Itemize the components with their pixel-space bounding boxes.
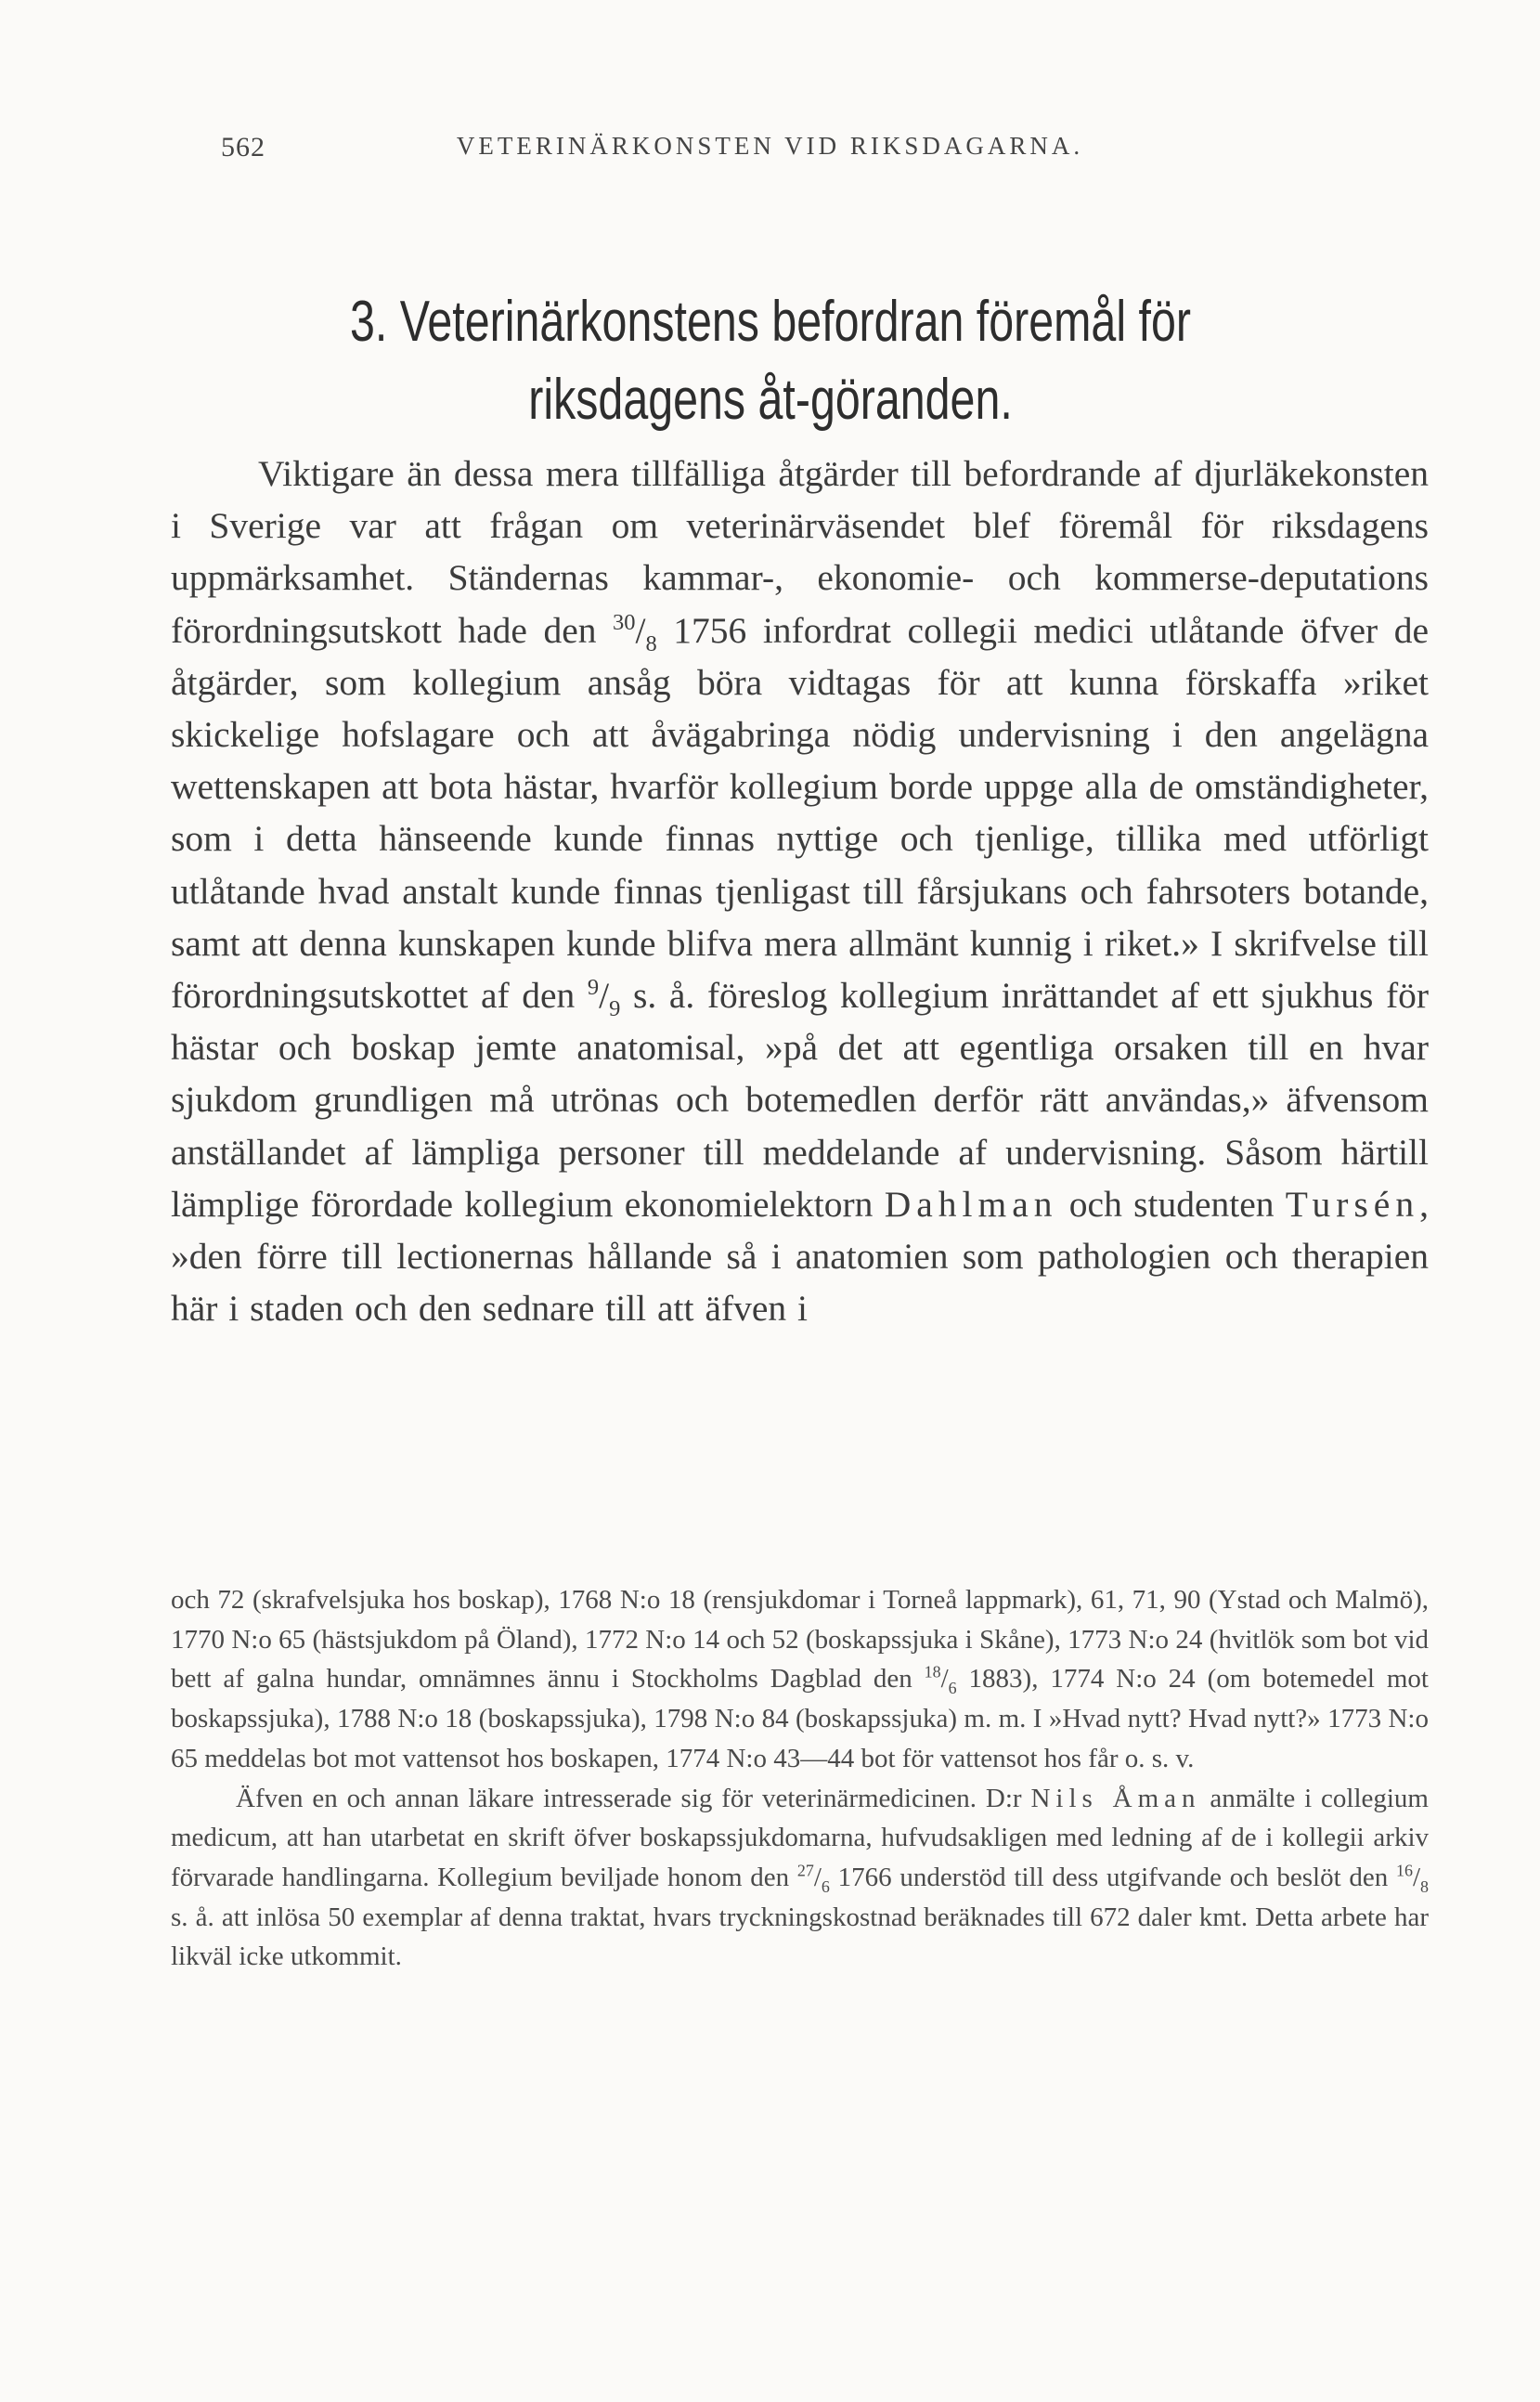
page-number: 562 [221,132,265,162]
footnotes [171,1580,1429,1977]
date-month: 6 [948,1679,957,1698]
date-day: 18 [924,1662,941,1681]
text-run: och 72 (skrafvelsjuka hos boskap), 1768 N:o 18 (rensjukdomar i Torneå lappmark), 61, 71, 90 (Ystad och Malmö), 1770 N:o 65 (hästsjukdom på Öland), 1772 N:o 14 och 52 (boskapssjuka i Skåne), 1773 N:o 24 (hvitlök som bot vid bett af galna hundar, omnämnes ännu i Stockholms Dagblad den [171,1585,1429,1694]
person-name: Dahlman [884,1183,1058,1225]
date-month: 9 [609,995,621,1021]
text-run: Viktigare än dessa mera tillfälliga åtgärder till befordrande af djurläkekonsten i Sverige var att frågan om veterinärväsendet blef föremål för riksdagens uppmärksamhet. Ständernas kammar-, ekonomie- och kommerse-deputations förordningsutskott hade den [171,453,1429,651]
text-run: Äfven en och annan läkare intresserade sig för veterinärmedicinen. D:r [236,1783,1031,1813]
main-text [171,448,1429,1334]
footnote-continuation: och 72 (skrafvelsjuka hos boskap), 1768 N:o 18 (rensjukdomar i Torneå lappmark), 61, 71, 90 (Ystad och Malmö), 1770 N:o 65 (hästsjukdom på Öland), 1772 N:o 14 och 52 (boskapssjuka i Skåne), 1773 N:o 24 (hvitlök som bot vid bett af galna hundar, omnämnes ännu i Stockholms Dagblad den $^{18}/_6$ 1883), 1774 N:o 24 (om botemedel mot boskapssjuka), 1788 N:o 18 (boskapssjuka), 1798 N:o 84 (boskapssjuka) m. m. I »Hvad nytt? Hvad nytt?» 1773 N:o 65 meddelas bot mot vattensot hos boskapen, 1774 N:o 43—44 bot för vattensot hos får o. s. v. [171,1585,1429,1773]
person-name: Tursén [1285,1183,1420,1225]
person-name: Nils Åman [1030,1783,1201,1813]
date-day: 9 [587,974,600,1000]
text-run: anmälte i collegium medicum, att han utarbetat en skrift öfver boskapssjukdomarna, hufvudsakligen med ledning af de i kollegii arkiv förvarade handlingarna. Kollegium beviljade honom den [171,1783,1429,1892]
date-month: 6 [821,1876,830,1896]
section-title: 3. Veterinärkonstens befordran föremål för riksdagens åt-göranden. [350,290,1191,432]
text-run: 1756 infordrat collegii medici utlåtande öfver de åtgärder, som kollegium ansåg böra vidtagas för att kunna förskaffa »riket skickelige hofslagare och att åvägabringa nödig undervisning i den angelägna wettenskapen att bota hästar, hvarför kollegium borde uppge alla de omständigheter, som i detta hänseende kunde finnas nyttige och tjenlige, tillika med utförligt utlåtande hvad anstalt kunde finnas tjenligast till fårsjukans och fahrsoters botande, samt att denna kunskapen kunde blifva mera allmänt kunnig i riket.» I skrifvelse till förordningsutskottet af den [171,609,1430,1017]
body-paragraph: Viktigare än dessa mera tillfälliga åtgärder till befordrande af djurläkekonsten i Sverige var att frågan om veterinärväsendet blef föremål för riksdagens uppmärksamhet. Ständernas kammar-, ekonomie- och kommerse-deputations förordningsutskott hade den $^{30}/_8$ 1756 infordrat collegii medici utlåtande öfver de åtgärder, som kollegium ansåg böra vidtagas för att kunna förskaffa »riket skickelige hofslagare och att åvägabringa nödig undervisning i den angelägna wettenskapen att bota hästar, hvarför kollegium borde uppge alla de omständigheter, som i detta hänseende kunde finnas nyttige och tjenlige, tillika med utförligt utlåtande hvad anstalt kunde finnas tjenligast till fårsjukans och fahrsoters botande, samt att denna kunskapen kunde blifva mera allmänt kunnig i riket.» I skrifvelse till förordningsutskottet af den $^9/_9$ s. å. föreslog kollegium inrättandet af ett sjukhus för hästar och boskap jemte anatomisal, »på det att egentliga orsaken till en hvar sjukdom grundligen må utrönas och botemedlen derför rätt användas,» äfvensom anställandet af lämpliga personer till meddelande af undervisning. Såsom härtill lämplige förordade kollegium ekonomielektorn Dahlman och studenten Tursén, »den förre till lectionernas hållande så i anatomien som pathologien och therapien här i staden och den sednare till att äfven i [171,453,1430,1330]
text-run: och studenten [1057,1183,1286,1225]
text-run: 1766 understöd till dess utgifvande och beslöt den [829,1862,1396,1892]
date-day: 30 [613,609,636,635]
text-run: s. å. att inlösa 50 exemplar af denna traktat, hvars tryckningskostnad beräknades till 672 daler kmt. Detta arbete har likväl icke utkommit. [171,1902,1429,1972]
date-day: 27 [796,1861,814,1880]
text-run: s. å. föreslog kollegium inrättandet af ett sjukhus för hästar och boskap jemte anatomisal, »på det att egentliga orsaken till en hvar sjukdom grundligen må utrönas och botemedlen derför rätt användas,» äfvensom anställandet af lämpliga personer till meddelande af undervisning. Såsom härtill lämplige förordade kollegium ekonomielektorn [171,975,1430,1225]
text-run: , »den förre till lectionernas hållande så i anatomien som pathologien och therapien här i staden och den sednare till att äfven i [171,1183,1429,1330]
text-run: 1883), 1774 N:o 24 (om botemedel mot boskapssjuka), 1788 N:o 18 (boskapssjuka), 1798 N:o 84 (boskapssjuka) m. m. I »Hvad nytt? Hvad nytt?» 1773 N:o 65 meddelas bot mot vattensot hos boskapen, 1774 N:o 43—44 bot för vattensot hos får o. s. v. [171,1664,1429,1773]
date-month: 8 [645,630,657,656]
running-head: VETERINÄRKONSTEN VID RIKSDAGARNA. [456,132,1084,160]
footnote-paragraph: Äfven en och annan läkare intresserade sig för veterinärmedicinen. D:r Nils Åman anmälte i collegium medicum, att han utarbetat en skrift öfver boskapssjukdomarna, hufvudsakligen med ledning af de i kollegii arkiv förvarade handlingarna. Kollegium beviljade honom den $^{27}/_6$ 1766 understöd till dess utgifvande och beslöt den $^{16}/_8$ s. å. att inlösa 50 exemplar af denna traktat, hvars tryckningskostnad beräknades till 672 daler kmt. Detta arbete har likväl icke utkommit. [171,1783,1429,1972]
date-day: 16 [1395,1861,1413,1880]
date-month: 8 [1420,1876,1429,1896]
